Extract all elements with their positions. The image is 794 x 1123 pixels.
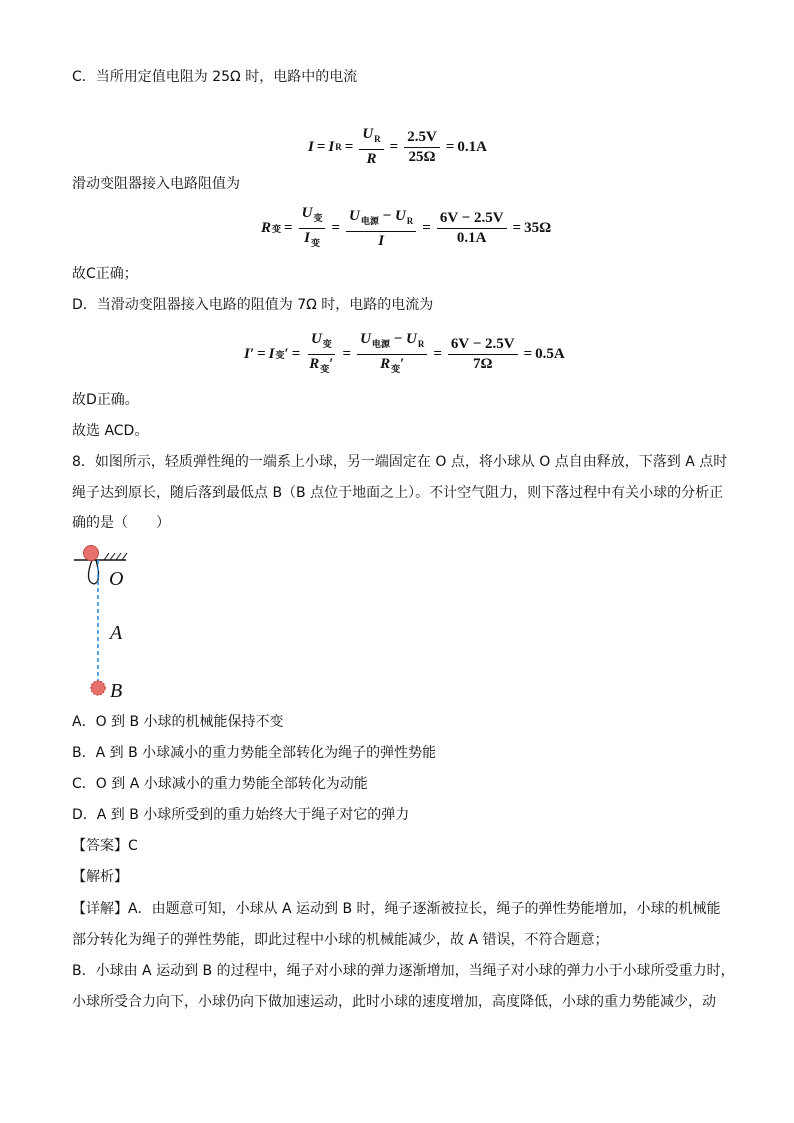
eq2-den1: I (304, 230, 310, 246)
eq1-fraction-values (404, 129, 440, 166)
elastic-rope-diagram (70, 540, 150, 708)
eq3-equals: = (433, 346, 442, 362)
label-b: B (110, 680, 123, 702)
eq3-den2: R (380, 356, 391, 372)
eq2-equals: = (422, 220, 431, 236)
eq1-num: U (362, 126, 374, 142)
option-c: C．O 到 A 小球减小的重力势能全部转化为动能 (72, 776, 368, 792)
eq3-minus: − (393, 331, 403, 347)
d-correct: 故D正确。 (72, 392, 139, 408)
ball-bottom (91, 681, 105, 695)
eq2-num1: U (301, 205, 313, 221)
eq1-num2: 2.5V (404, 129, 440, 148)
eq2-fraction-1 (299, 205, 326, 252)
eq1-den2: 25Ω (408, 148, 436, 165)
eq1-equals: = (445, 138, 455, 155)
eq1-equals: = (316, 138, 326, 155)
eq1-equals: = (389, 138, 399, 155)
eq3-den1-prime: ′ (329, 356, 334, 372)
ceiling-hatch (74, 553, 127, 560)
eq3-equals: = (257, 346, 266, 362)
eq3-lhs: I′ (244, 346, 255, 362)
eq3-equals: = (342, 346, 352, 362)
eq2-num3: 6V − 2.5V (437, 210, 507, 229)
eq2-num2b-sub: R (406, 215, 414, 226)
answer: 【答案】C (72, 838, 138, 854)
ball-top (84, 546, 99, 561)
eq3-fraction-3 (448, 336, 518, 373)
eq3-fraction-1 (306, 331, 336, 378)
eq2-equals: = (284, 220, 293, 236)
option-a: A．O 到 B 小球的机械能保持不变 (72, 714, 284, 730)
question-8-line-1: 8．如图所示，轻质弹性绳的一端系上小球，另一端固定在 O 点，将小球从 O 点自由释放，下落到 A 点时 (72, 454, 728, 470)
analysis-heading: 【解析】 (72, 869, 128, 885)
detail-line-3: B．小球由 A 运动到 B 的过程中，绳子对小球的弹力逐渐增加，当绳子对小球的弹力小于小球所受重力时， (72, 963, 735, 979)
eq2-minus: − (382, 207, 392, 224)
equation-current-2 (244, 331, 565, 378)
final-choice: 故选 ACD。 (72, 423, 149, 439)
eq1-fraction (359, 126, 383, 168)
label-o: O (109, 568, 124, 590)
eq2-num2b: U (394, 207, 406, 224)
detail-line-4: 小球所受合力向下，小球仍向下做加速运动，此时小球的速度增加，高度降低，小球的重力势能减少，动 (72, 994, 716, 1010)
eq1-i: I (328, 138, 335, 155)
eq3-equals: = (523, 346, 533, 362)
detail-line-2: 部分转化为绳子的弹性势能，即此过程中小球的机械能减少，故 A 错误，不符合题意； (72, 932, 609, 948)
eq2-result: 35Ω (524, 220, 552, 236)
eq3-den3: 7Ω (473, 356, 493, 372)
detail-line-1: 【详解】A．由题意可知，小球从 A 运动到 B 时，绳子逐渐被拉长，绳子的弹性势能增加，小球的机械能 (72, 901, 721, 917)
eq3-den1-sub: 变 (320, 364, 330, 374)
eq2-num2: U (349, 207, 360, 224)
eq3-num1-sub: 变 (322, 339, 332, 349)
eq3-i: I (268, 346, 275, 362)
eq1-den: R (366, 151, 377, 167)
eq3-i-prime: ′ (284, 346, 289, 362)
rheostat-intro: 滑动变阻器接入电路阻值为 (72, 176, 240, 192)
eq3-num2b: U (406, 331, 417, 347)
question-8-line-2: 绳子达到原长，随后落到最低点 B（B 点位于地面之上）。不计空气阻力，则下落过程中有关小球的分析正 (72, 485, 724, 501)
eq2-lhs-sub: 变 (272, 224, 282, 234)
equation-resistance (261, 205, 551, 252)
label-a: A (110, 622, 123, 644)
eq2-fraction-3 (437, 210, 507, 247)
eq2-num2-sub: 电源 (360, 215, 379, 226)
question-8-line-3: 确的是（ ） (72, 515, 170, 531)
equation-current (308, 126, 487, 168)
eq2-den2: I (378, 232, 385, 249)
eq3-den2-prime: ′ (400, 356, 405, 372)
eq3-den2-sub: 变 (391, 364, 401, 374)
eq1-result: 0.1A (457, 138, 487, 155)
eq1-i-sub: R (335, 142, 342, 152)
eq3-fraction-2 (357, 331, 427, 378)
eq3-result: 0.5A (535, 346, 565, 362)
eq2-lhs: R (261, 220, 272, 236)
rope-loop (88, 560, 98, 584)
option-c-intro: C．当所用定值电阻为 25Ω 时，电路中的电流 (72, 69, 358, 85)
eq2-equals: = (512, 220, 522, 236)
eq2-num1-sub: 变 (313, 213, 323, 223)
eq2-equals: = (331, 220, 341, 236)
eq3-num1: U (310, 331, 322, 347)
eq3-den1: R (309, 356, 320, 372)
eq2-den3: 0.1A (456, 230, 487, 246)
eq3-num3: 6V − 2.5V (448, 336, 518, 355)
option-d-intro: D．当滑动变阻器接入电路的阻值为 7Ω 时，电路的电流为 (72, 297, 434, 313)
option-b: B．A 到 B 小球减小的重力势能全部转化为绳子的弹性势能 (72, 745, 437, 761)
eq2-den1-sub: 变 (310, 238, 320, 248)
eq3-equals: = (291, 346, 301, 362)
option-d: D．A 到 B 小球所受到的重力始终大于绳子对它的弹力 (72, 807, 410, 823)
eq3-num2: U (360, 331, 371, 347)
c-correct: 故C正确； (72, 266, 138, 282)
eq1-num-sub: R (374, 134, 381, 144)
eq3-num2b-sub: R (417, 339, 425, 349)
eq1-lhs: I (308, 138, 314, 155)
eq3-num2-sub: 电源 (371, 339, 390, 349)
eq3-i-sub: 变 (275, 350, 285, 360)
eq1-equals: = (344, 138, 354, 155)
eq2-fraction-2 (346, 208, 416, 250)
